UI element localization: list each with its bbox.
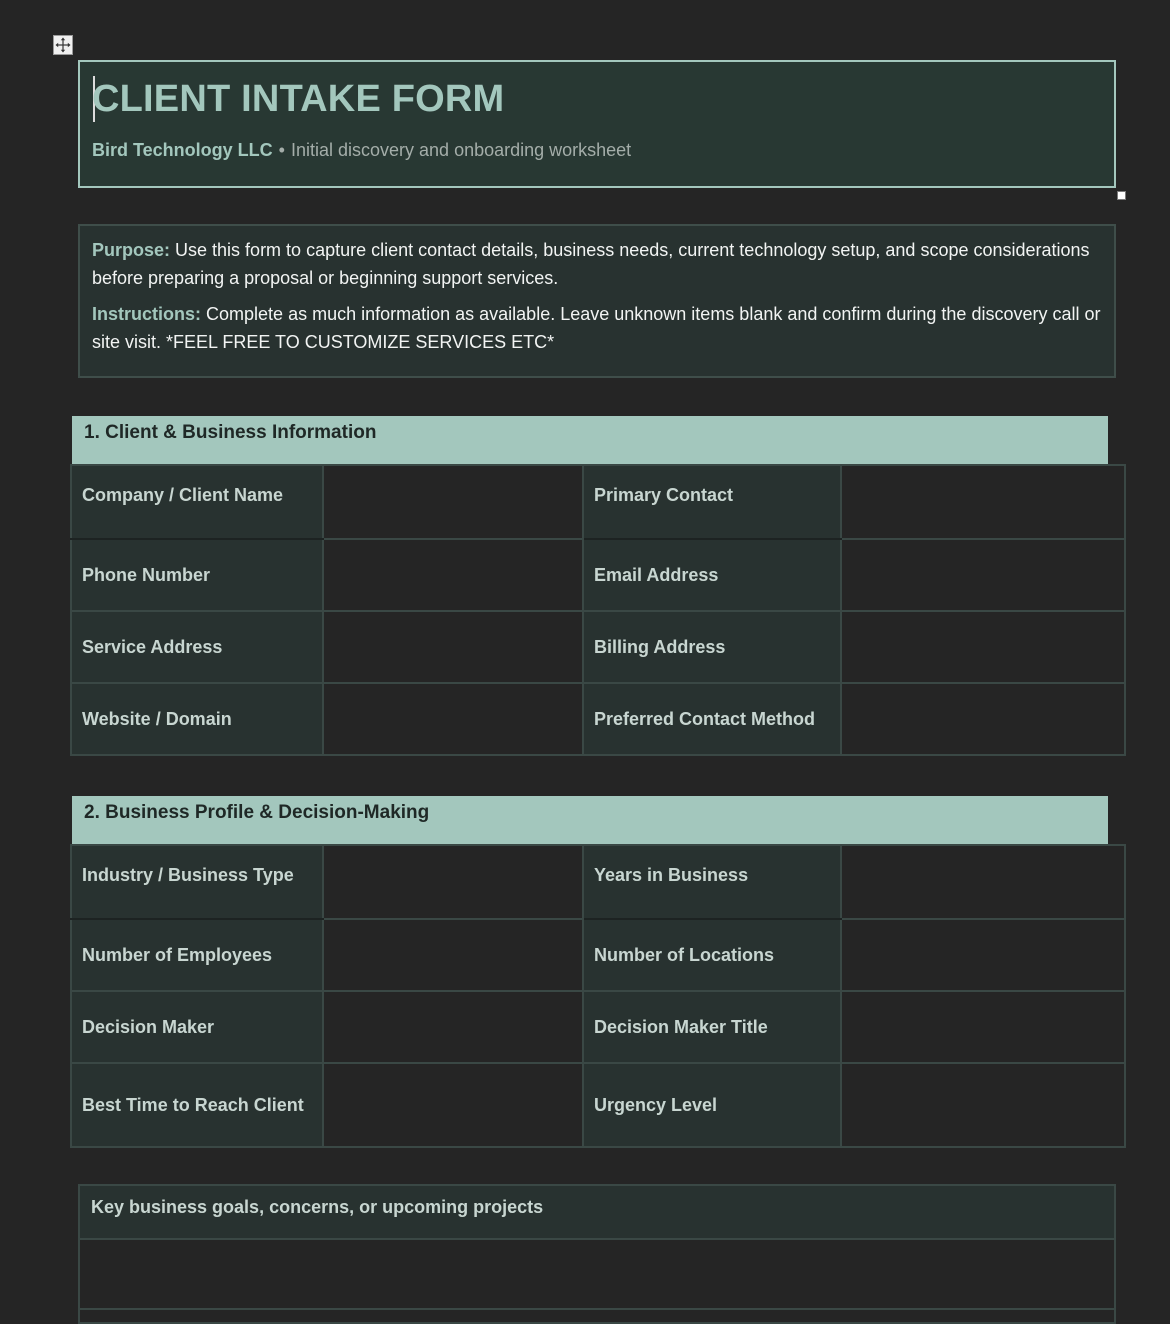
instructions-label: Instructions: — [92, 304, 202, 324]
table-resize-handle[interactable] — [1117, 191, 1126, 200]
company-name: Bird Technology LLC — [92, 140, 273, 160]
section-2-header: 2. Business Profile & Decision-Making — [72, 796, 1108, 844]
client-info-table — [70, 464, 1126, 756]
field-label: Website / Domain — [71, 683, 323, 755]
number-of-employees-input[interactable] — [323, 919, 583, 991]
form-tagline: Initial discovery and onboarding worksheet — [290, 140, 632, 160]
table-row — [71, 1063, 1125, 1147]
field-label: Decision Maker — [71, 991, 323, 1063]
table-row — [71, 465, 1125, 539]
purpose-text: Use this form to capture client contact details, business needs, current technology setup, and scope considerations before preparing a proposal or beginning support services. — [92, 240, 1090, 288]
table-row — [71, 539, 1125, 611]
instructions-paragraph — [92, 300, 1102, 356]
field-label: Industry / Business Type — [71, 845, 323, 919]
table-move-handle-icon[interactable] — [53, 35, 73, 55]
email-address-input[interactable] — [841, 539, 1125, 611]
page-title: CLIENT INTAKE FORM — [92, 78, 505, 120]
field-label: Company / Client Name — [71, 465, 323, 539]
website-domain-input[interactable] — [323, 683, 583, 755]
preferred-contact-method-input[interactable] — [841, 683, 1125, 755]
instructions-text: Complete as much information as available. Leave unknown items blank and confirm during the discovery call or site visit. *FEEL FREE TO CUSTOMIZE SERVICES ETC* — [92, 304, 1101, 352]
decision-maker-title-input[interactable] — [841, 991, 1125, 1063]
section-1-header: 1. Client & Business Information — [72, 416, 1108, 464]
number-of-locations-input[interactable] — [841, 919, 1125, 991]
table-row — [71, 845, 1125, 919]
best-time-input[interactable] — [323, 1063, 583, 1147]
field-label: Service Address — [71, 611, 323, 683]
field-label: Urgency Level — [583, 1063, 841, 1147]
field-label: Preferred Contact Method — [583, 683, 841, 755]
business-goals-label: Key business goals, concerns, or upcoming projects — [80, 1186, 1114, 1240]
table-row — [71, 611, 1125, 683]
subtitle-separator: • — [278, 140, 285, 160]
field-label: Best Time to Reach Client — [71, 1063, 323, 1147]
service-address-input[interactable] — [323, 611, 583, 683]
table-row — [71, 683, 1125, 755]
industry-input[interactable] — [323, 845, 583, 919]
subtitle — [92, 138, 631, 162]
business-goals-box — [78, 1184, 1116, 1324]
company-name-input[interactable] — [323, 465, 583, 539]
title-block[interactable] — [78, 60, 1116, 188]
phone-number-input[interactable] — [323, 539, 583, 611]
primary-contact-input[interactable] — [841, 465, 1125, 539]
field-label: Decision Maker Title — [583, 991, 841, 1063]
instructions-box — [78, 224, 1116, 378]
billing-address-input[interactable] — [841, 611, 1125, 683]
field-label: Number of Locations — [583, 919, 841, 991]
business-goals-input[interactable] — [80, 1240, 1114, 1306]
field-label: Email Address — [583, 539, 841, 611]
field-label: Primary Contact — [583, 465, 841, 539]
field-label: Years in Business — [583, 845, 841, 919]
urgency-level-input[interactable] — [841, 1063, 1125, 1147]
decision-maker-input[interactable] — [323, 991, 583, 1063]
field-label: Number of Employees — [71, 919, 323, 991]
table-row — [71, 991, 1125, 1063]
table-row — [71, 919, 1125, 991]
years-in-business-input[interactable] — [841, 845, 1125, 919]
purpose-label: Purpose: — [92, 240, 171, 260]
field-label: Billing Address — [583, 611, 841, 683]
field-label: Phone Number — [71, 539, 323, 611]
business-profile-table — [70, 844, 1126, 1148]
purpose-paragraph — [92, 236, 1102, 292]
notes-divider — [80, 1308, 1114, 1310]
